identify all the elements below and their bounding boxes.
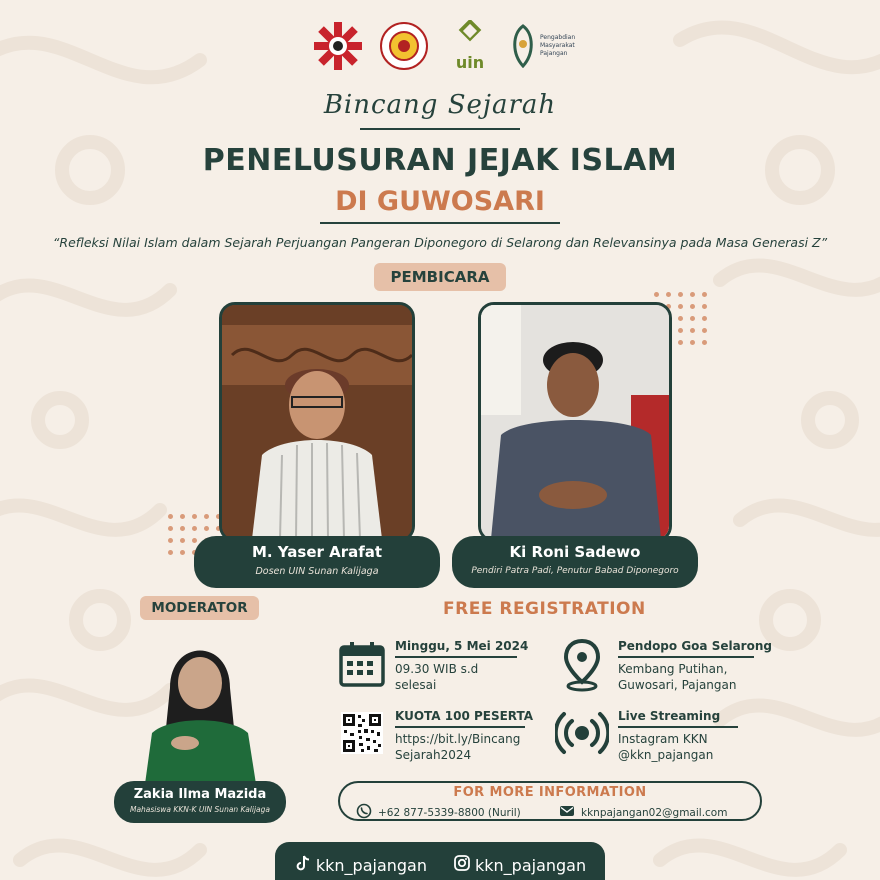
tiktok-icon bbox=[294, 854, 312, 876]
mail-icon bbox=[559, 803, 575, 822]
page-subtitle: DI GUWOSARI bbox=[335, 186, 545, 217]
speaker-2-name-pill bbox=[452, 536, 698, 588]
stream-title: Live Streaming bbox=[618, 709, 721, 723]
speaker-1-role: Dosen UIN Sunan Kalijaga bbox=[255, 566, 379, 577]
qr-code-icon[interactable] bbox=[341, 712, 383, 758]
speakers-label: PEMBICARA bbox=[374, 263, 506, 291]
date-title: Minggu, 5 Mei 2024 bbox=[395, 639, 529, 653]
page-title: PENELUSURAN JEJAK ISLAM bbox=[202, 143, 678, 178]
speaker-1-name: M. Yaser Arafat bbox=[251, 543, 383, 561]
script-underline bbox=[360, 128, 520, 130]
instagram-handle[interactable]: kkn_pajangan bbox=[475, 855, 587, 875]
calendar-icon bbox=[338, 640, 386, 692]
tiktok-link[interactable] bbox=[294, 854, 427, 876]
phone-number[interactable]: +62 877-5339-8800 (Nuril) bbox=[378, 806, 521, 819]
place-divider bbox=[618, 656, 754, 658]
quota-link-line-2[interactable]: Sejarah2024 bbox=[395, 747, 472, 762]
stream-line-2[interactable]: @kkn_pajangan bbox=[618, 747, 714, 762]
red-emblem-logo bbox=[312, 20, 364, 72]
uin-logo bbox=[444, 20, 496, 72]
script-title: Bincang Sejarah bbox=[323, 90, 557, 120]
svg-text:uin: uin bbox=[455, 53, 485, 72]
instagram-link[interactable] bbox=[453, 854, 586, 876]
tagline: “Refleksi Nilai Islam dalam Sejarah Perjuangan Pangeran Diponegoro di Selarong dan Relevansinya pada Masa Generasi Z” bbox=[52, 235, 828, 250]
subtitle-underline bbox=[320, 222, 560, 224]
pengabdian-logo-text: Pengabdian Masyarakat Pajangan bbox=[540, 34, 576, 57]
phone-contact[interactable] bbox=[356, 803, 521, 822]
place-line-1: Kembang Putihan, bbox=[618, 661, 728, 676]
speaker-2-name: Ki Roni Sadewo bbox=[509, 543, 641, 561]
quota-divider bbox=[395, 726, 525, 728]
instagram-icon bbox=[453, 854, 471, 876]
date-divider bbox=[395, 656, 517, 658]
live-stream-icon bbox=[555, 711, 609, 759]
karang-taruna-logo bbox=[378, 20, 430, 72]
pengabdian-logo bbox=[510, 24, 600, 68]
moderator-name: Zakia Ilma Mazida bbox=[133, 787, 267, 802]
tiktok-handle[interactable]: kkn_pajangan bbox=[315, 855, 427, 875]
moderator-role: Mahasiswa KKN-K UIN Sunan Kalijaga bbox=[129, 805, 271, 814]
free-registration: FREE REGISTRATION bbox=[443, 599, 646, 619]
stream-block bbox=[618, 709, 738, 763]
place-block bbox=[618, 639, 772, 693]
location-pin-icon bbox=[562, 638, 602, 696]
stream-line-1: Instagram KKN bbox=[618, 731, 708, 746]
email-contact[interactable] bbox=[559, 803, 727, 822]
speaker-1-name-pill bbox=[194, 536, 440, 588]
more-info-title: FOR MORE INFORMATION bbox=[453, 785, 647, 800]
moderator-label: MODERATOR bbox=[140, 596, 259, 620]
quota-link-line-1[interactable]: https://bit.ly/Bincang bbox=[395, 731, 521, 746]
stream-divider bbox=[618, 726, 738, 728]
quota-block bbox=[395, 709, 533, 763]
moderator-name-pill bbox=[114, 781, 286, 823]
date-block bbox=[395, 639, 528, 693]
place-title: Pendopo Goa Selarong bbox=[618, 639, 772, 653]
date-line-1: 09.30 WIB s.d bbox=[395, 661, 479, 676]
social-footer bbox=[275, 842, 605, 880]
date-line-2: selesai bbox=[395, 677, 437, 692]
email-address[interactable]: kknpajangan02@gmail.com bbox=[581, 806, 728, 819]
quota-title: KUOTA 100 PESERTA bbox=[395, 709, 534, 723]
speaker-2-photo bbox=[478, 302, 672, 542]
moderator-photo bbox=[140, 628, 260, 784]
place-line-2: Guwosari, Pajangan bbox=[618, 677, 737, 692]
speaker-1-photo bbox=[219, 302, 415, 542]
logo-row bbox=[312, 20, 600, 72]
whatsapp-icon bbox=[356, 803, 372, 822]
speaker-2-role: Pendiri Patra Padi, Penutur Babad Diponegoro bbox=[471, 566, 679, 576]
